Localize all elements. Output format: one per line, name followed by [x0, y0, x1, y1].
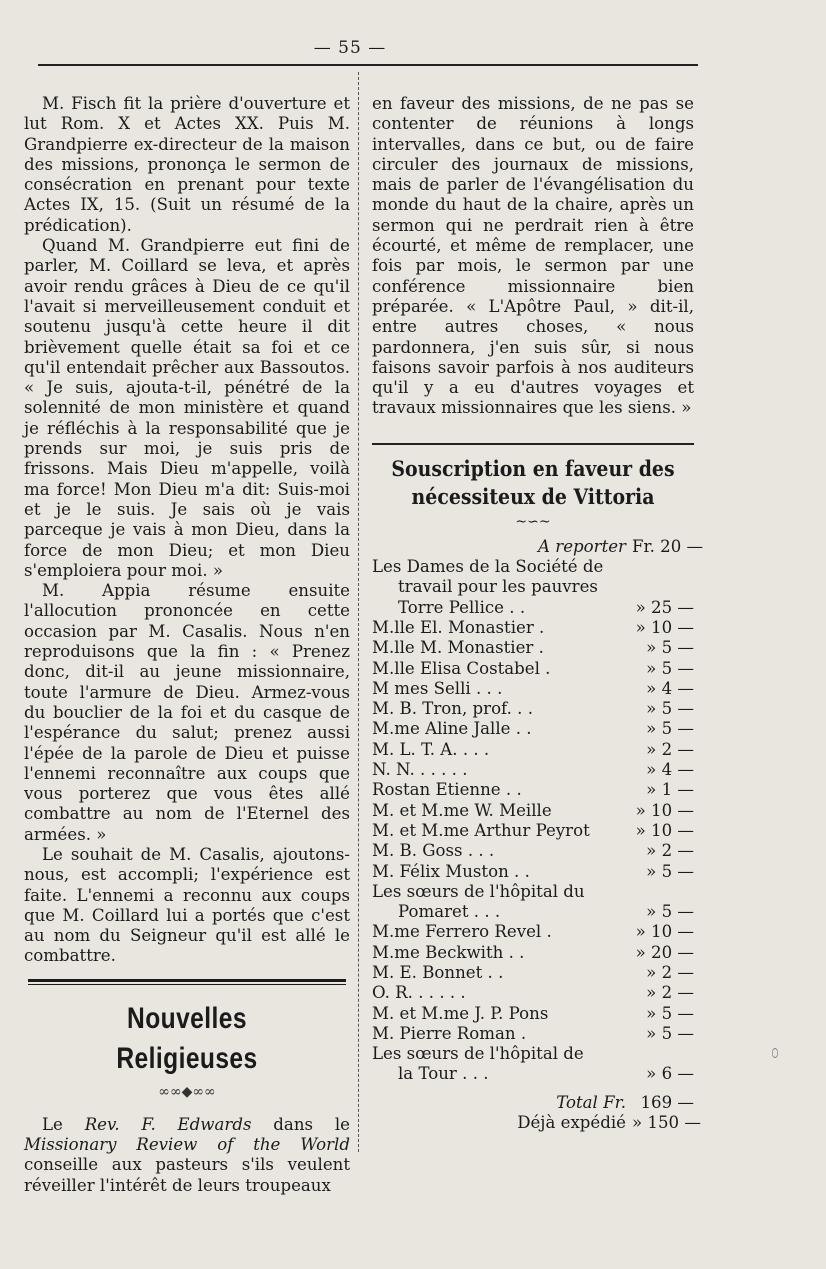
subscriber-name: M. Félix Muston . . [372, 861, 530, 881]
sent-row [372, 1113, 701, 1133]
total-row [372, 1093, 694, 1113]
subscription-row [372, 862, 694, 882]
margin-mark [772, 1048, 778, 1058]
subscription-row [372, 963, 694, 983]
subscriber-name: M.me Aline Jalle . . [372, 719, 532, 739]
subscription-row [372, 943, 694, 963]
subscriber-name: Pomaret . . . [398, 902, 501, 922]
paragraph-fisch: M. Fisch fit la prière d'ouverture et lut Rom. X et Actes XX. Puis M. Grandpierre ex-directeur de la maison des missions, prononça le sermon de consécration en prenant pour texte Actes IX, 15. (Suit un résumé de la prédication). [24, 94, 350, 235]
subscriber-name: M.me Beckwith . . [372, 942, 525, 962]
subscription-amount: » 20 — [635, 942, 694, 962]
subscriber-name: M. et M.me J. P. Pons [372, 1003, 549, 1023]
section-title-souscription: Souscription en faveur des nécessiteux de Vittoria [391, 455, 675, 509]
subscriber-name: travail pour les pauvres [398, 577, 598, 597]
paragraph-nouvelles [24, 1115, 350, 1196]
subscriber-name: M. E. Bonnet . . [372, 962, 504, 982]
subscription-row [372, 841, 694, 861]
nouvelles-author: Rev. F. Edwards [84, 1114, 252, 1134]
nouvelles-rest: conseille aux pasteurs s'ils veulent réveiller l'intérêt de leurs troupeaux [24, 1155, 350, 1195]
subscriber-name: M. et M.me W. Meille [372, 800, 552, 820]
subscription-row [372, 699, 694, 719]
subscriber-name: Les Dames de la Société de [372, 557, 604, 577]
subscription-amount: » 5 — [646, 1023, 694, 1043]
subscription-row [372, 983, 694, 1003]
souscription-ornament: ~∽~ [515, 513, 551, 530]
report-amount: Fr. 20 — [632, 536, 704, 556]
subscription-amount: » 6 — [646, 1064, 694, 1084]
subscriber-name: Rostan Etienne . . [372, 780, 522, 800]
subscriber-name: M.me Ferrero Revel . [372, 922, 552, 942]
subscriber-name: M. L. T. A. . . . [372, 739, 490, 759]
subscription-row [372, 780, 694, 800]
sent-amount: » 150 — [632, 1113, 701, 1133]
subscription-amount: » 1 — [646, 780, 694, 800]
subscription-row [372, 719, 694, 739]
subscription-amount: » 25 — [635, 597, 694, 617]
right-column [372, 94, 704, 1133]
subscription-row [372, 557, 694, 577]
subscription-row [372, 902, 694, 922]
subscriber-name: M. B. Tron, prof. . . [372, 699, 533, 719]
left-column [24, 94, 350, 1196]
subscription-amount: » 2 — [646, 983, 694, 1003]
subscription-amount: » 5 — [646, 902, 694, 922]
subscriber-name: M.lle Elisa Costabel . [372, 658, 551, 678]
nouvelles-intro: Le [42, 1114, 85, 1134]
subscription-row [372, 1044, 694, 1064]
nouvelles-mid: dans le [251, 1114, 350, 1134]
subscription-amount: » 10 — [635, 800, 694, 820]
subscription-row [372, 598, 694, 618]
paragraph-continuation: en faveur des missions, de ne pas se contenter de réunions à longs intervalles, dans ce but, ou de faire circuler des journaux de missions, mais de parler de l'évangélisation du monde du haut de la chaire, après un sermon qui ne perdrait rien à être écourté, et même de remplacer, une fois par mois, le sermon par une conférence missionnaire bien préparée. « L'Apôtre Paul, » dit-il, entre autres choses, « nous pardonnera, j'en suis sûr, si nous faisons savoir parfois à nos auditeurs qu'il y a eu d'autres voyages et travaux missionnaires que les siens. » [372, 94, 694, 418]
souscription-rule [372, 443, 694, 445]
paragraph-coillard: Quand M. Grandpierre eut fini de parler, M. Coillard se leva, et après avoir rendu grâces à Dieu de ce qu'il l'avait si merveilleusement conduit et soutenu jusqu'à cette heure il dit brièvement quelle était sa foi et ce qu'il entendait prêcher aux Bassoutos. « Je suis, ajouta-t-il, pénétré de la solennité de mon ministère et quand je réfléchis à la responsabilité que je prends sur moi, je suis pris de frissons. Mais Dieu m'appelle, voilà ma force! Mon Dieu m'a dit: Suis-moi et je le suis. Je sais où je vais parceque je vais à mon Dieu, dans la force de mon Dieu; et mon Dieu s'emploiera pour moi. » [24, 236, 350, 580]
subscription-list [372, 557, 694, 1085]
subscriber-name: M mes Selli . . . [372, 678, 503, 698]
subscription-row [372, 740, 694, 760]
subscription-amount: » 2 — [646, 739, 694, 759]
subscription-row [372, 1004, 694, 1024]
total-label: Total Fr. [556, 1092, 626, 1112]
paragraph-appia: M. Appia résume ensuite l'allocution prononcée en cette occasion par M. Casalis. Nous n'en reproduisons que la fin : « Prenez donc, dit-il au jeune missionnaire, toute l'armure de Dieu. Armez-vous du bouclier de la foi et du casque de l'espérance du salut; prenez aussi l'épée de la parole de Dieu et puisse l'ennemi reconnaître aux coups que vous porterez que vous êtes allé combattre au nom de l'Eternel des armées. » [24, 581, 350, 844]
subscription-amount: » 5 — [646, 861, 694, 881]
subscription-amount: » 2 — [646, 841, 694, 861]
subscription-row [372, 882, 694, 902]
subscriber-name: M. B. Goss . . . [372, 841, 495, 861]
section-double-rule [28, 979, 346, 985]
subscription-amount: » 5 — [646, 719, 694, 739]
subscription-row [372, 1024, 694, 1044]
ornament-divider: ∞∞◆∞∞ [158, 1083, 216, 1100]
subscriber-name: Les sœurs de l'hôpital de [372, 1044, 584, 1064]
subscription-amount: » 5 — [646, 638, 694, 658]
subscription-amount: » 10 — [635, 617, 694, 637]
nouvelles-journal: Missionary Review of the World [24, 1135, 350, 1155]
subscription-row [372, 638, 694, 658]
subscription-row [372, 801, 694, 821]
subscription-amount: » 10 — [635, 820, 694, 840]
subscription-row [372, 659, 694, 679]
subscription-row [372, 922, 694, 942]
section-title-nouvelles: Nouvelles Religieuses [116, 1001, 258, 1075]
subscriber-name: M. Pierre Roman . [372, 1023, 527, 1043]
header-rule [38, 64, 698, 66]
subscription-row [372, 821, 694, 841]
subscription-amount: » 5 — [646, 699, 694, 719]
subscription-amount: » 5 — [646, 1003, 694, 1023]
subscription-amount: » 4 — [646, 678, 694, 698]
subscription-row [372, 760, 694, 780]
subscription-row [372, 618, 694, 638]
subscription-row [372, 679, 694, 699]
subscription-row [372, 1064, 694, 1084]
subscription-row [372, 577, 694, 597]
subscriber-name: O. R. . . . . . [372, 983, 466, 1003]
subscription-amount: » 2 — [646, 962, 694, 982]
subscriber-name: N. N. . . . . . [372, 760, 468, 780]
subscription-amount: » 5 — [646, 658, 694, 678]
sent-label: Déjà expédié [517, 1113, 626, 1133]
report-row [372, 536, 704, 557]
column-divider [358, 72, 359, 1152]
subscriber-name: Torre Pellice . . [398, 597, 526, 617]
report-label: A reporter [538, 536, 626, 556]
subscriber-name: M. et M.me Arthur Peyrot [372, 820, 590, 840]
subscriber-name: la Tour . . . [398, 1064, 489, 1084]
paragraph-souhait: Le souhait de M. Casalis, ajoutons-nous, est accompli; l'expérience est faite. L'ennemi a reconnu aux coups que M. Coillard lui a portés que c'est au nom du Seigneur qu'il est allé le combattre. [24, 844, 350, 966]
subscriber-name: M.lle M. Monastier . [372, 638, 544, 658]
subscriber-name: M.lle El. Monastier . [372, 617, 545, 637]
subscription-amount: » 10 — [635, 922, 694, 942]
subscription-amount: » 4 — [646, 760, 694, 780]
total-amount: 169 — [640, 1092, 694, 1112]
subscriber-name: Les sœurs de l'hôpital du [372, 881, 585, 901]
page-number: — 55 — [313, 38, 387, 58]
